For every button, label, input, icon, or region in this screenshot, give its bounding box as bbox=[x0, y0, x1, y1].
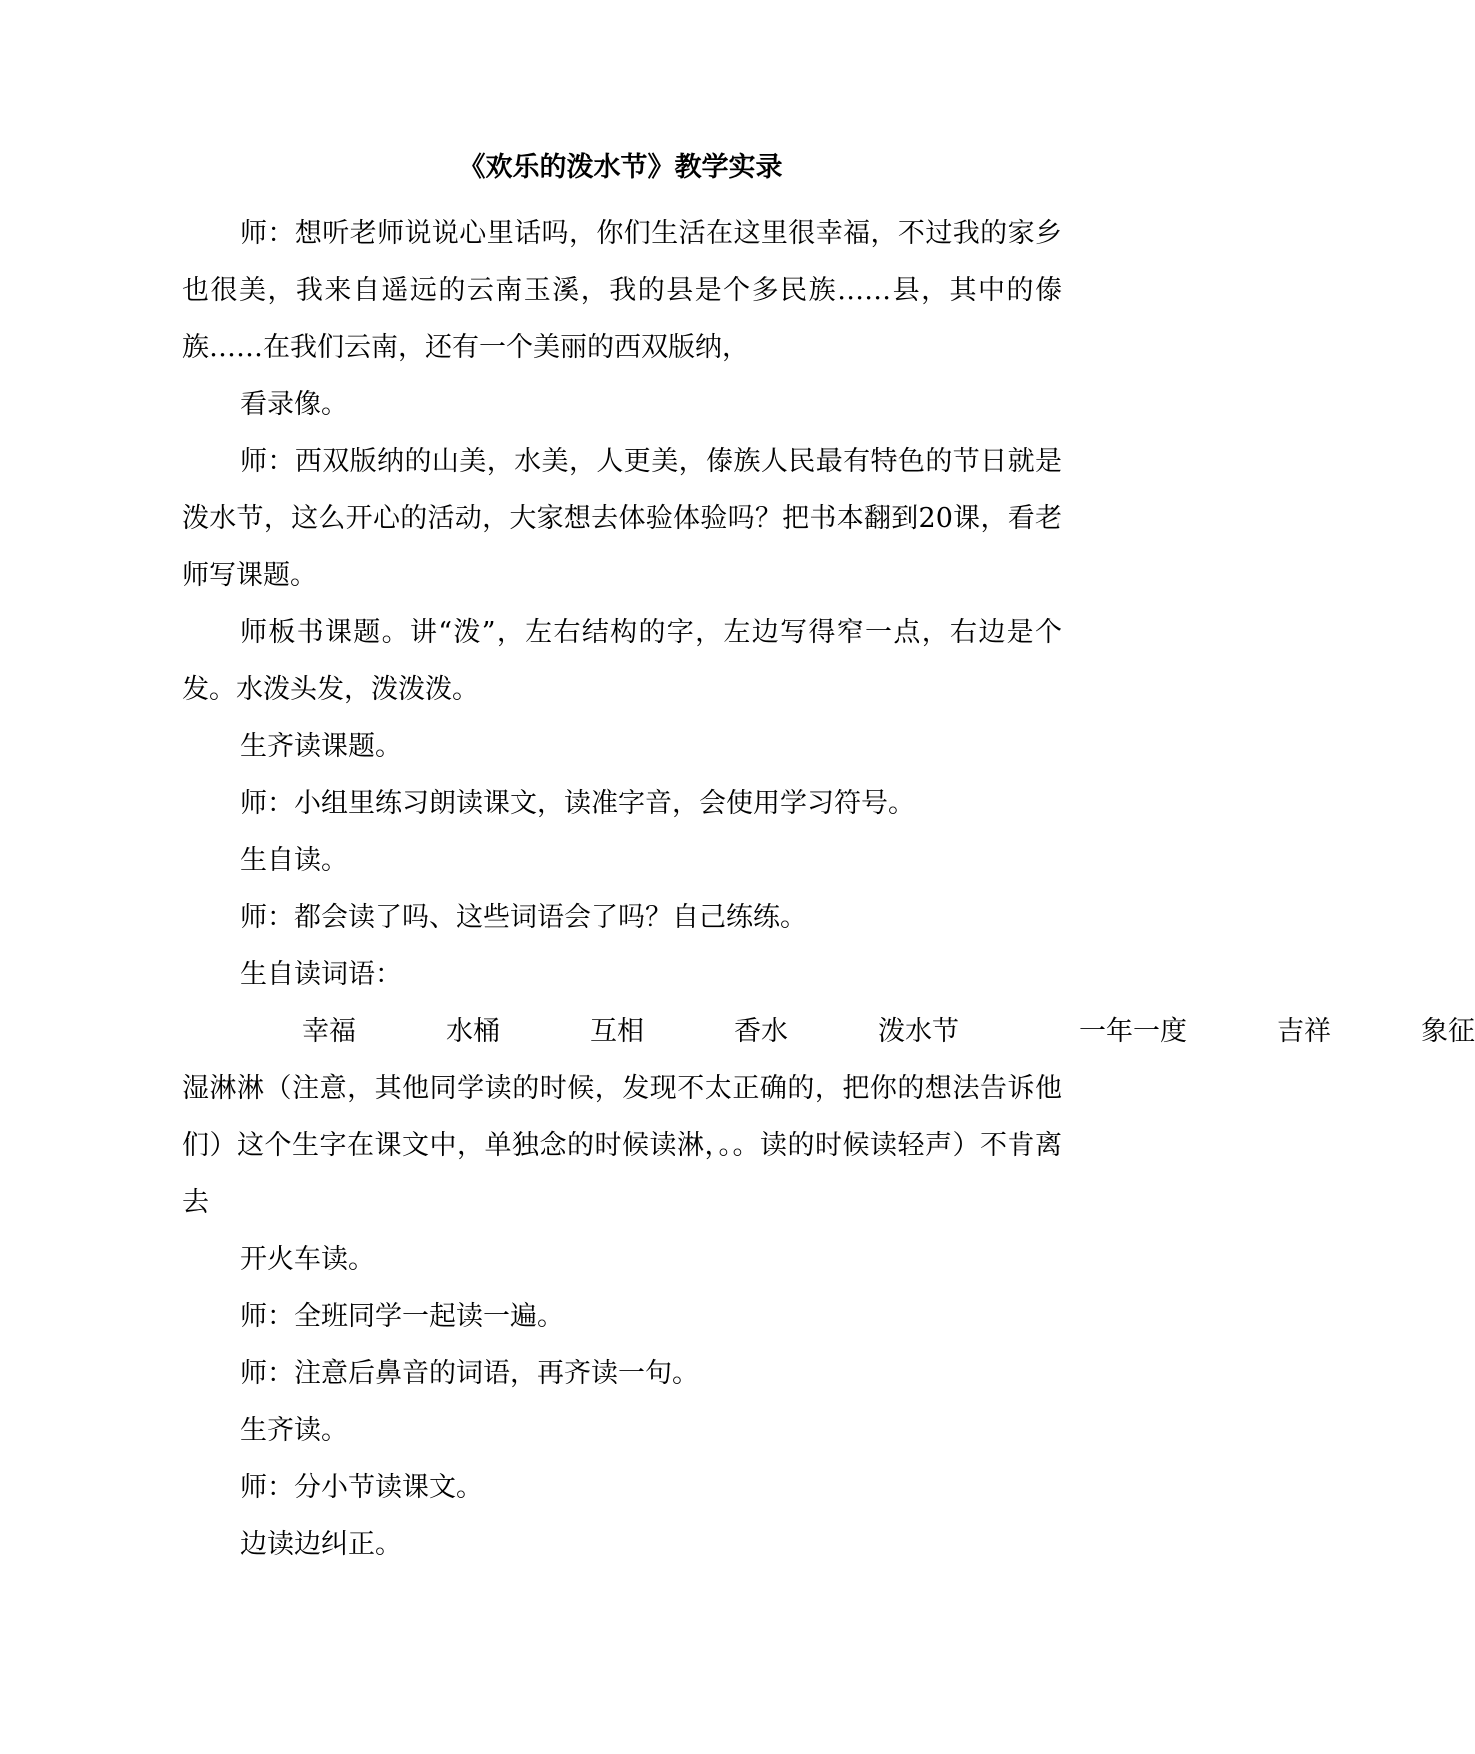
vocabulary-list bbox=[182, 1003, 1475, 1060]
paragraph: 开火车读。 bbox=[240, 1244, 375, 1275]
vocabulary-word: 香水 bbox=[734, 1016, 788, 1047]
vocabulary-word: 水桶 bbox=[446, 1016, 500, 1047]
vocabulary-word: 一年一度 bbox=[1079, 1016, 1187, 1047]
document-title: 《欢乐的泼水节》教学实录 bbox=[458, 152, 783, 183]
paragraph: 师：分小节读课文。 bbox=[240, 1472, 483, 1503]
paragraph: 师板书课题。讲“泼”，左右结构的字，左边写得窄一点，右边是个发。水泼头发，泼泼泼。 bbox=[182, 617, 1062, 705]
paragraph: 师：想听老师说说心里话吗，你们生活在这里很幸福，不过我的家乡也很美，我来自遥远的云南玉溪，我的县是个多民族……县，其中的傣族……在我们云南，还有一个美丽的西双版纳， bbox=[182, 218, 1062, 363]
vocabulary-word: 互相 bbox=[590, 1016, 644, 1047]
paragraph: 师：小组里练习朗读课文，读准字音，会使用学习符号。 bbox=[240, 788, 915, 819]
vocabulary-word: 象征 bbox=[1421, 1016, 1475, 1047]
paragraph: 师：西双版纳的山美，水美，人更美，傣族人民最有特色的节日就是泼水节，这么开心的活动，大家想去体验体验吗？把书本翻到20课，看老师写课题。 bbox=[182, 446, 1062, 591]
paragraph: 湿淋淋（注意，其他同学读的时候，发现不太正确的，把你的想法告诉他们）这个生字在课文中，单独念的时候读淋，。。读的时候读轻声）不肯离去 bbox=[182, 1073, 1062, 1218]
paragraph: 看录像。 bbox=[240, 389, 348, 420]
vocabulary-word: 吉祥 bbox=[1277, 1016, 1331, 1047]
paragraph: 生自读。 bbox=[240, 845, 348, 876]
paragraph: 生齐读。 bbox=[240, 1415, 348, 1446]
paragraph: 师：注意后鼻音的词语，再齐读一句。 bbox=[240, 1358, 699, 1389]
paragraph: 师：全班同学一起读一遍。 bbox=[240, 1301, 564, 1332]
vocabulary-word: 泼水节 bbox=[878, 1016, 959, 1047]
document-body bbox=[182, 205, 1475, 1573]
paragraph: 师：都会读了吗、这些词语会了吗？自己练练。 bbox=[240, 902, 807, 933]
vocabulary-word: 幸福 bbox=[302, 1016, 356, 1047]
paragraph: 边读边纠正。 bbox=[240, 1529, 402, 1560]
paragraph: 生自读词语： bbox=[240, 959, 402, 990]
paragraph: 生齐读课题。 bbox=[240, 731, 402, 762]
